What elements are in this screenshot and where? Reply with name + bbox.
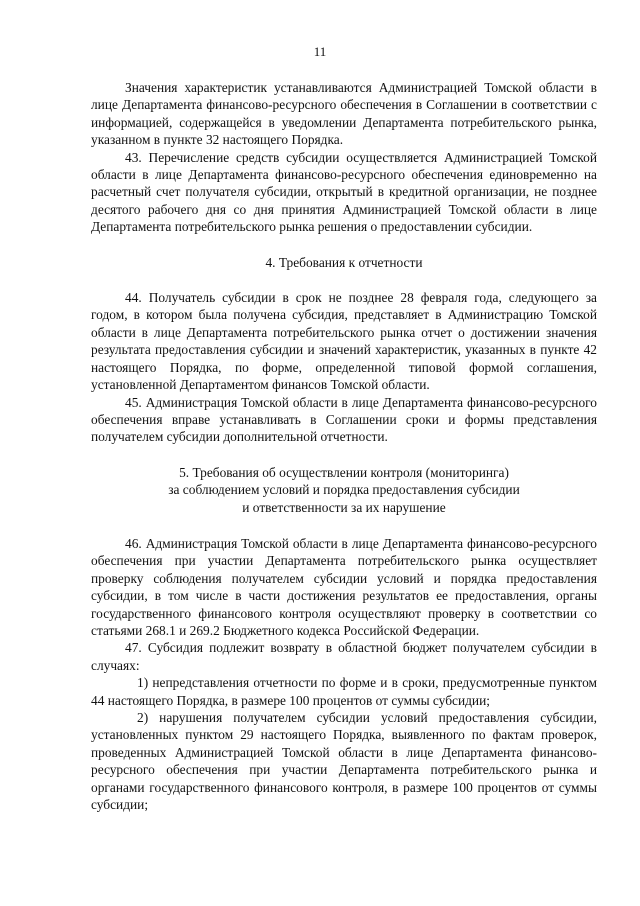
paragraph-45: 45. Администрация Томской области в лице Департамента финансово-ресурсного обеспечения вправе устанавливать в Соглашении сроки и формы представления получателем субсидии дополнительной отчетности. xyxy=(91,394,597,445)
section-5-heading-line: 5. Требования об осуществлении контроля (мониторинга) xyxy=(179,464,509,480)
page-number: 11 xyxy=(313,44,327,59)
paragraph-characteristics: Значения характеристик устанавливаются Администрацией Томской области в лице Департамента финансово-ресурсного обеспечения в Соглашении в соответствии с информацией, содержащейся в уведомлении Департамента потребительского рынка, указанном в пункте 32 настоящего Порядка. xyxy=(91,80,597,148)
list-item: 1) непредставления отчетности по форме и в сроки, предусмотренные пунктом 44 настоящего Порядка, в размере 100 процентов от суммы субсидии; xyxy=(91,675,597,708)
paragraph-46: 46. Администрация Томской области в лице Департамента финансово-ресурсного обеспечения при участии Департамента потребительского рынка осуществляет проверку соблюдения получателем субсидии условий и порядка предоставления субсидии, в том числе в части достижения результатов ее предоставления, органы государственного финансового контроля осуществляют проверку в соответствии со статьями 268.1 и 269.2 Бюджетного кодекса Российской Федерации. xyxy=(91,535,597,638)
section-4-heading: 4. Требования к отчетности xyxy=(265,254,423,270)
paragraph-47: 47. Субсидия подлежит возврату в областной бюджет получателем субсидии в случаях: xyxy=(91,640,597,673)
paragraph-44: 44. Получатель субсидии в срок не позднее 28 февраля года, следующего за годом, в котором была получена субсидия, представляет в Администрацию Томской области в лице Департамента потребительского рынка отчет о достижении значения результата предоставления субсидии и значений характеристик, указанных в пункте 42 настоящего Порядка, по форме, определенной типовой формой соглашения, установленной Департаментом финансов Томской области. xyxy=(91,290,597,393)
section-5-heading-line: за соблюдением условий и порядка предоставления субсидии xyxy=(168,482,520,498)
document-body xyxy=(91,79,597,813)
section-5-heading-line: и ответственности за их нарушение xyxy=(242,499,446,515)
list-item: 2) нарушения получателем субсидии условий предоставления субсидии, установленных пунктом 29 настоящего Порядка, выявленного по фактам проверок, проведенных Администрацией Томской области в лице Департамента финансово-ресурсного обеспечения при участии Департамента потребительского рынка и органами государственного финансового контроля, в размере 100 процентов от суммы субсидии; xyxy=(91,710,597,813)
paragraph-43: 43. Перечисление средств субсидии осуществляется Администрацией Томской области в лице Департамента финансово-ресурсного обеспечения единовременно на расчетный счет получателя субсидии, открытый в кредитной организации, не позднее десятого рабочего дня со дня принятия Администрацией Томской области в лице Департамента потребительского рынка решения о предоставлении субсидии. xyxy=(91,149,597,235)
section-5-heading xyxy=(91,464,597,516)
